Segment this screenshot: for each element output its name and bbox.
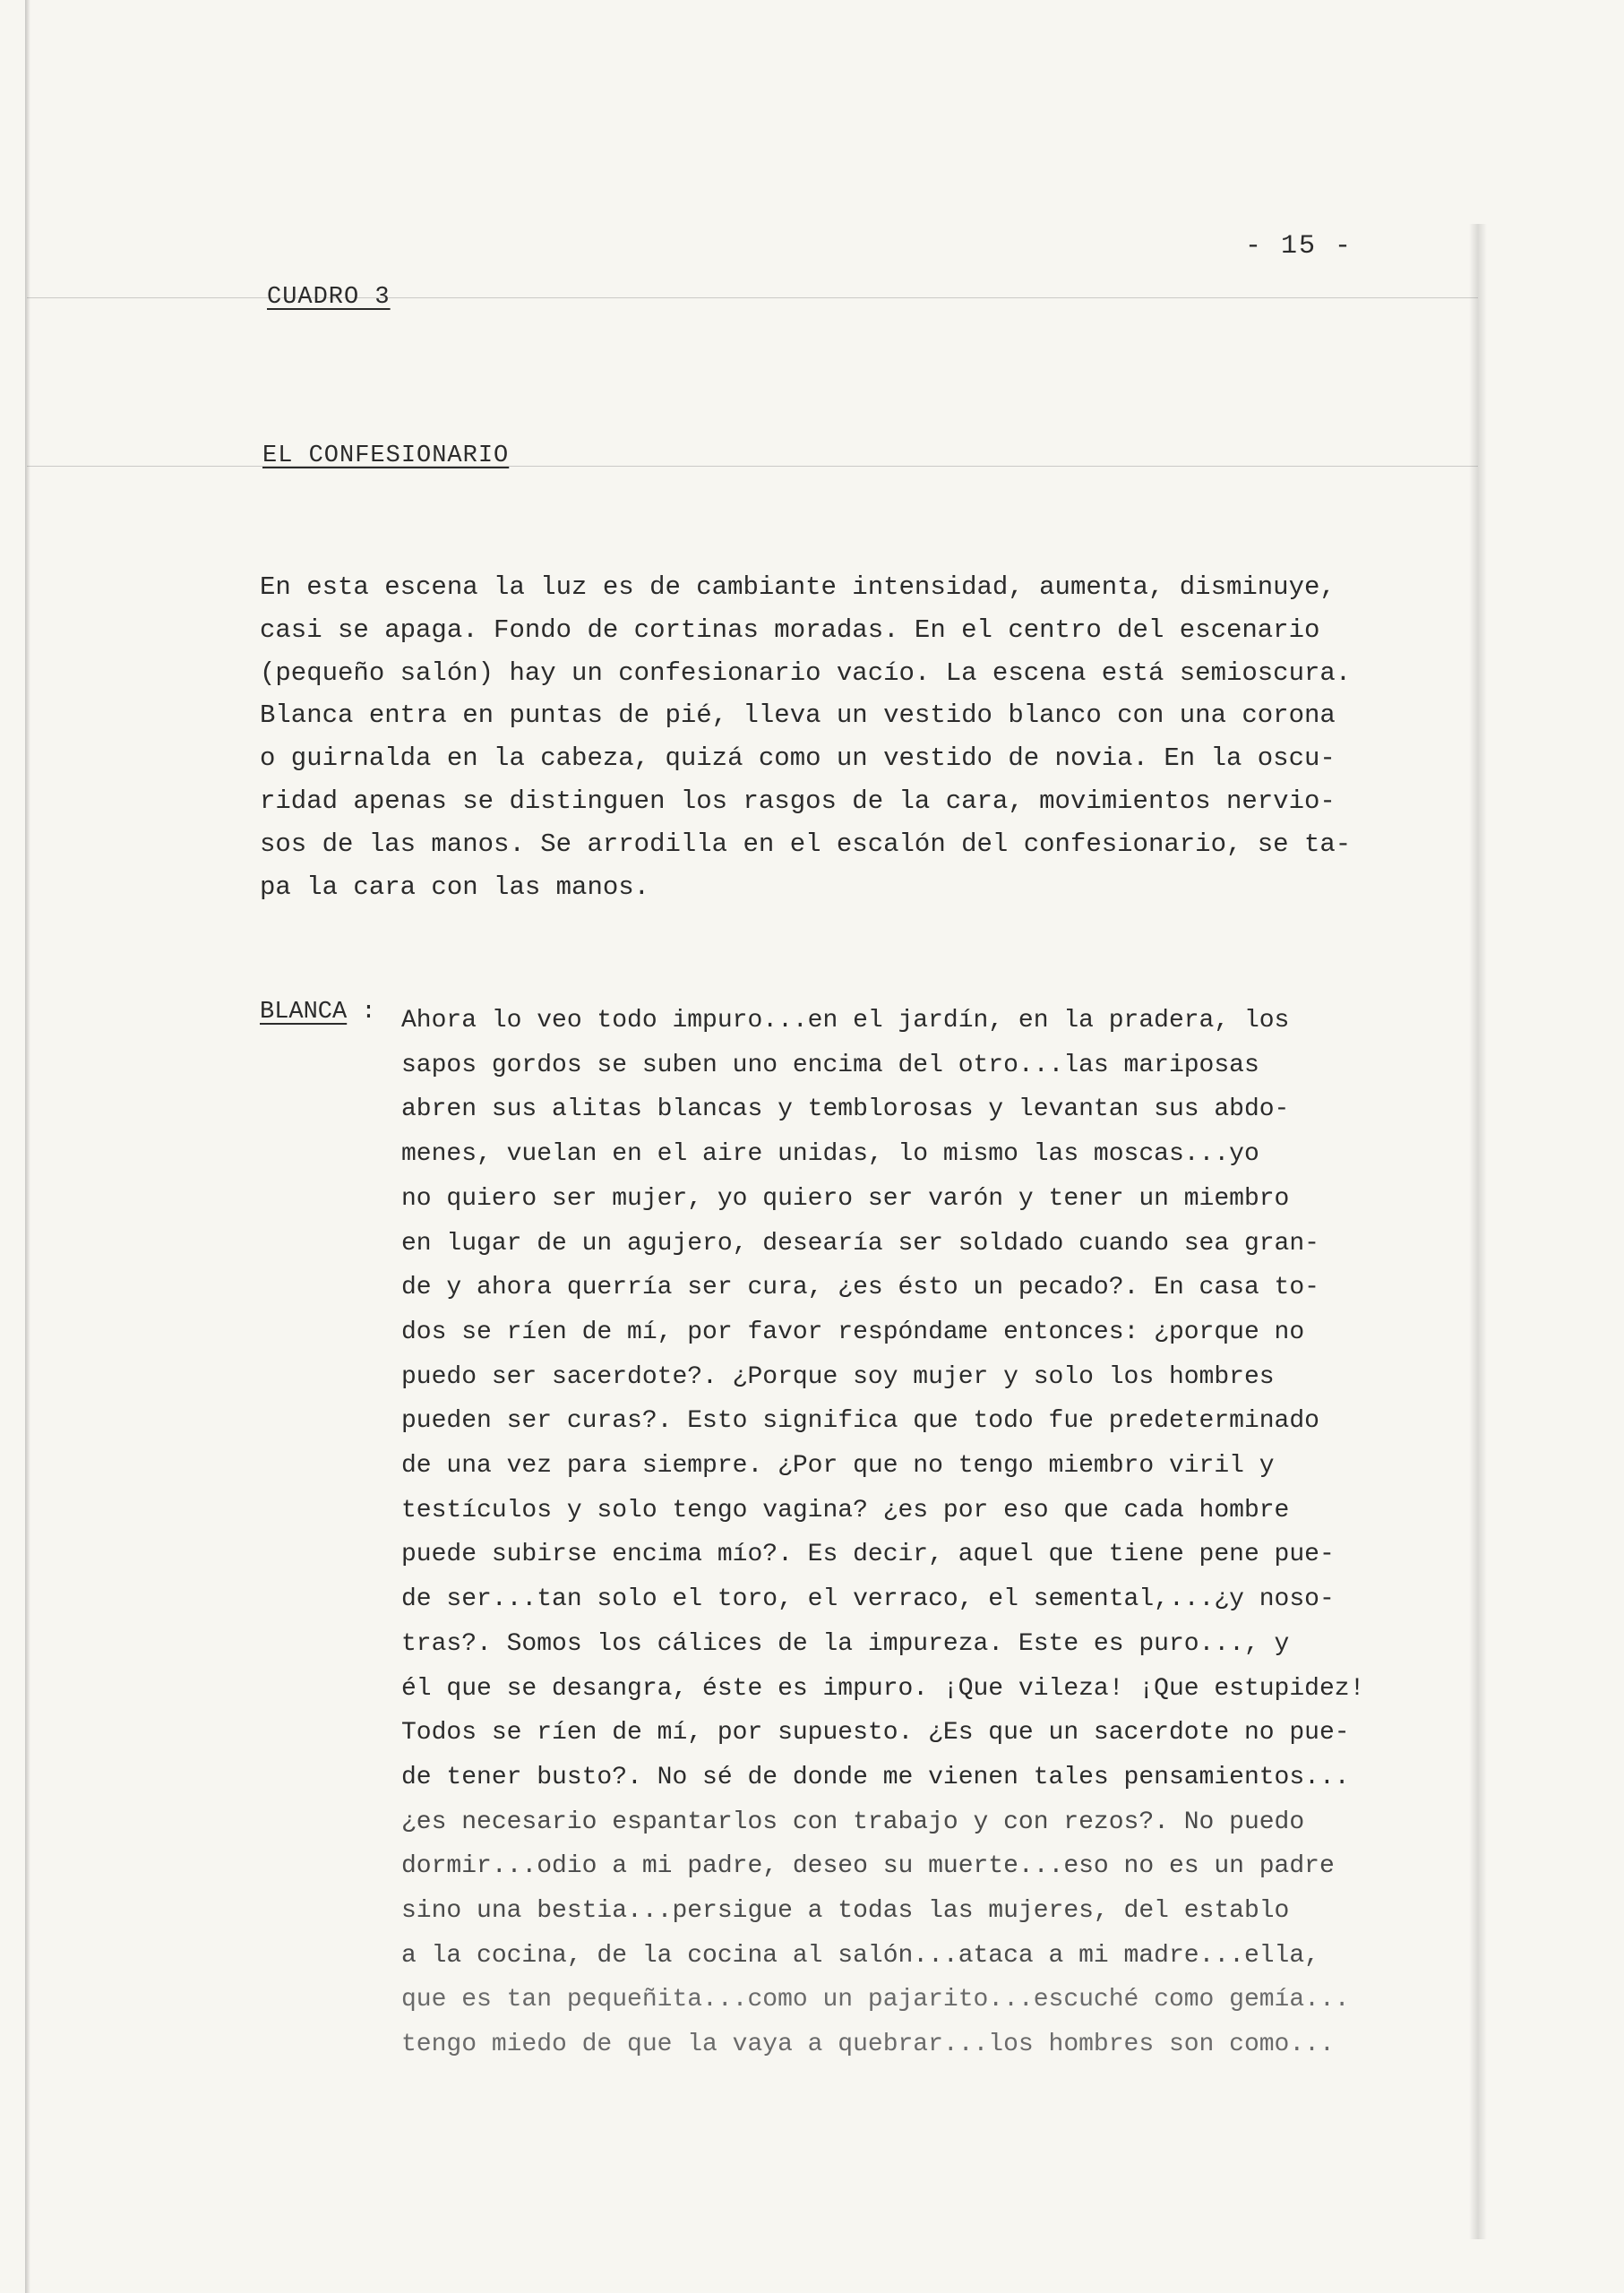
dialogue-line: a la cocina, de la cocina al salón...ataca a mi madre...ella, bbox=[401, 1941, 1319, 1970]
stage-direction-line: En esta escena la luz es de cambiante intensidad, aumenta, disminuye, bbox=[260, 572, 1336, 602]
stage-direction-line: o guirnalda en la cabeza, quizá como un vestido de novia. En la oscu- bbox=[260, 743, 1336, 774]
dialogue-line: él que se desangra, éste es impuro. ¡Que vileza! ¡Que estupidez! bbox=[401, 1674, 1365, 1703]
dialogue-line: testículos y solo tengo vagina? ¿es por eso que cada hombre bbox=[401, 1496, 1290, 1524]
stage-direction-line: Blanca entra en puntas de pié, lleva un vestido blanco con una corona bbox=[260, 700, 1336, 731]
dialogue-text bbox=[401, 999, 1440, 2067]
dialogue-line: dormir...odio a mi padre, deseo su muerte...eso no es un padre bbox=[401, 1852, 1335, 1881]
dialogue-line: menes, vuelan en el aire unidas, lo mismo las moscas...yo bbox=[401, 1140, 1259, 1169]
dialogue-line: pueden ser curas?. Esto significa que todo fue predeterminado bbox=[401, 1407, 1319, 1436]
dialogue-line: que es tan pequeñita...como un pajarito...escuché como gemía... bbox=[401, 1986, 1350, 2014]
dialogue-line: no quiero ser mujer, yo quiero ser varón y tener un miembro bbox=[401, 1184, 1290, 1213]
scan-fold-line-top bbox=[27, 297, 1478, 298]
speaker-separator: : bbox=[361, 999, 376, 1026]
dialogue-line: de y ahora querría ser cura, ¿es ésto un pecado?. En casa to- bbox=[401, 1274, 1319, 1302]
dialogue-line: sino una bestia...persigue a todas las mujeres, del establo bbox=[401, 1897, 1290, 1926]
stage-direction-line: pa la cara con las manos. bbox=[260, 872, 650, 902]
speaker-name: BLANCA bbox=[260, 999, 348, 1026]
dialogue-line: dos se ríen de mí, por favor respóndame entonces: ¿porque no bbox=[401, 1318, 1305, 1346]
dialogue-line: tras?. Somos los cálices de la impureza. Este es puro..., y bbox=[401, 1629, 1290, 1658]
scan-edge-left bbox=[25, 0, 30, 2293]
dialogue-line: Todos se ríen de mí, por supuesto. ¿Es que un sacerdote no pue- bbox=[401, 1719, 1350, 1748]
dialogue-line: en lugar de un agujero, desearía ser soldado cuando sea gran- bbox=[401, 1229, 1319, 1258]
dialogue-line: de tener busto?. No sé de donde me vienen tales pensamientos... bbox=[401, 1763, 1350, 1791]
stage-direction-line: casi se apaga. Fondo de cortinas moradas. En el centro del escenario bbox=[260, 614, 1320, 645]
stage-direction-line: ridad apenas se distinguen los rasgos de la cara, movimientos nervio- bbox=[260, 786, 1336, 816]
scan-fold-line-middle bbox=[27, 466, 1478, 467]
stage-direction-line: sos de las manos. Se arrodilla en el escalón del confesionario, se ta- bbox=[260, 829, 1352, 859]
scene-title: EL CONFESIONARIO bbox=[262, 442, 510, 469]
stage-direction-line: (pequeño salón) hay un confesionario vacío. La escena está semioscura. bbox=[260, 657, 1352, 688]
dialogue-line: sapos gordos se suben uno encima del otro...las mariposas bbox=[401, 1051, 1259, 1079]
stage-direction bbox=[260, 566, 1379, 908]
dialogue-line: puede subirse encima mío?. Es decir, aquel que tiene pene pue- bbox=[401, 1541, 1335, 1569]
dialogue-line: de una vez para siempre. ¿Por que no tengo miembro viril y bbox=[401, 1452, 1275, 1481]
dialogue-line: puedo ser sacerdote?. ¿Porque soy mujer y solo los hombres bbox=[401, 1362, 1275, 1391]
dialogue-line: tengo miedo de que la vaya a quebrar...los hombres son como... bbox=[401, 2031, 1335, 2059]
dialogue-line: ¿es necesario espantarlos con trabajo y con rezos?. No puedo bbox=[401, 1808, 1305, 1836]
dialogue-line: abren sus alitas blancas y temblorosas y levantan sus abdo- bbox=[401, 1095, 1290, 1124]
page-number: - 15 - bbox=[1245, 231, 1353, 262]
dialogue-line: Ahora lo veo todo impuro...en el jardín, en la pradera, los bbox=[401, 1007, 1290, 1035]
speaker-label bbox=[260, 999, 376, 1026]
scene-heading: CUADRO 3 bbox=[267, 284, 391, 311]
scan-edge-right bbox=[1469, 224, 1487, 2239]
dialogue-line: de ser...tan solo el toro, el verraco, el semental,...¿y noso- bbox=[401, 1585, 1335, 1614]
